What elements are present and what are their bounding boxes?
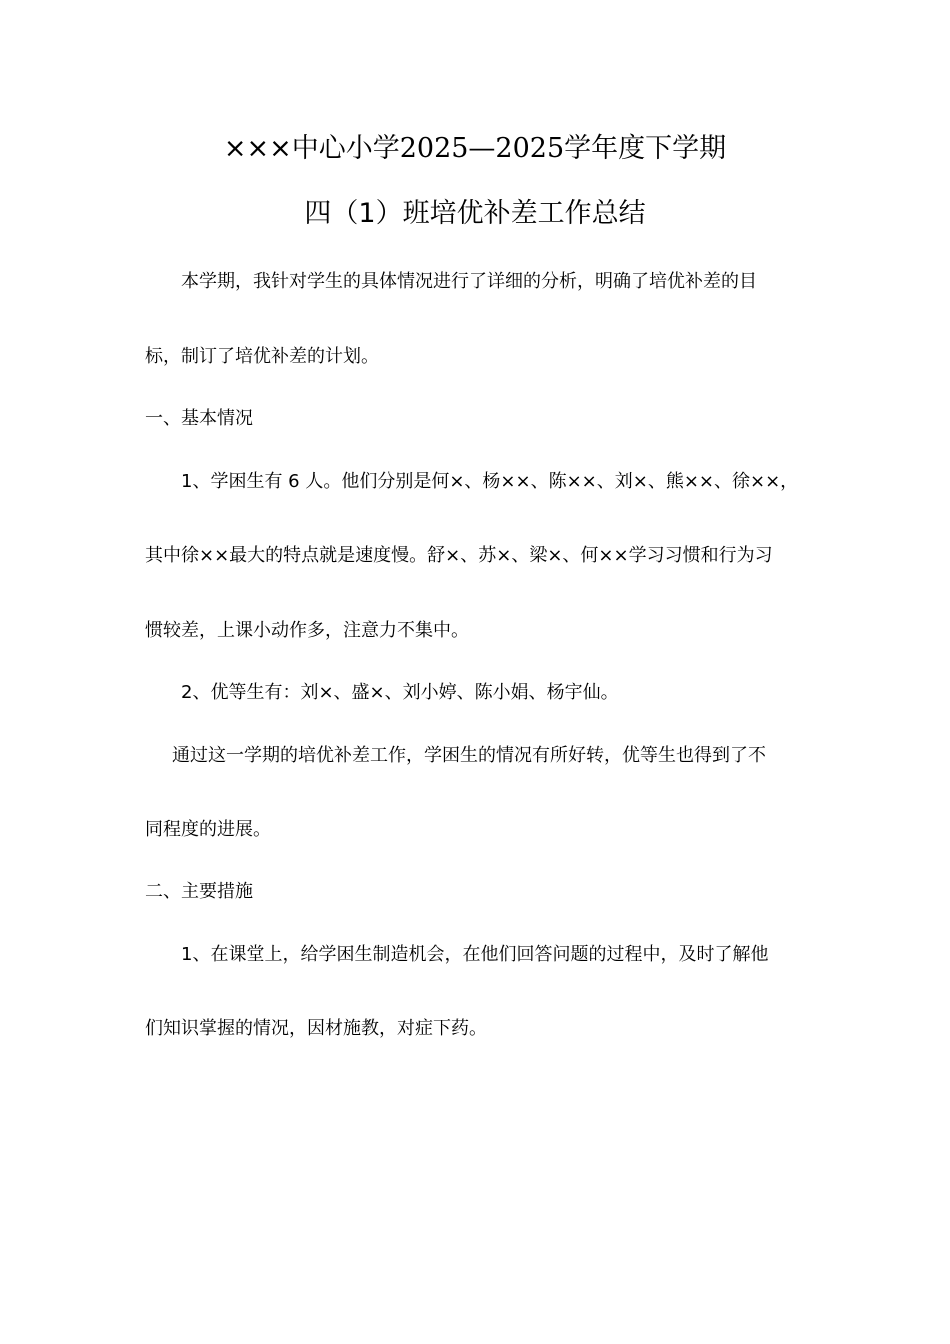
title-term: 学年度下学期 bbox=[564, 133, 727, 164]
paragraph-intro-line-2: 标，制订了培优补差的计划。 bbox=[145, 346, 379, 367]
paragraph-measure-1-line-2: 们知识掌握的情况，因材施教，对症下药。 bbox=[145, 1018, 487, 1039]
paragraph-intro-line-1: 本学期，我针对学生的具体情况进行了详细的分析，明确了培优补差的目 bbox=[181, 271, 757, 292]
document-title-line-1 bbox=[0, 131, 950, 167]
paragraph-struggling-students-line-1: 1、学困生有 6 人。他们分别是何×、杨××、陈××、刘×、熊××、徐××， bbox=[181, 471, 799, 492]
paragraph-progress-line-1: 通过这一学期的培优补差工作，学困生的情况有所好转，优等生也得到了不 bbox=[172, 745, 766, 766]
section-heading-basic-situation: 一、基本情况 bbox=[145, 408, 253, 429]
paragraph-measure-1-line-1: 1、在课堂上，给学困生制造机会，在他们回答问题的过程中，及时了解他 bbox=[181, 944, 769, 965]
paragraph-struggling-students-line-2: 其中徐××最大的特点就是速度慢。舒×、苏×、梁×、何××学习习惯和行为习 bbox=[145, 545, 773, 566]
title-years: 2025—2025 bbox=[399, 133, 565, 164]
paragraph-progress-line-2: 同程度的进展。 bbox=[145, 819, 271, 840]
title-school: ×××中心小学 bbox=[223, 133, 400, 164]
paragraph-top-students: 2、优等生有：刘×、盛×、刘小婷、陈小娟、杨宇仙。 bbox=[181, 682, 619, 703]
paragraph-struggling-students-line-3: 惯较差，上课小动作多，注意力不集中。 bbox=[145, 620, 469, 641]
section-heading-main-measures: 二、主要措施 bbox=[145, 881, 253, 902]
document-title-line-2: 四（1）班培优补差工作总结 bbox=[304, 198, 646, 229]
